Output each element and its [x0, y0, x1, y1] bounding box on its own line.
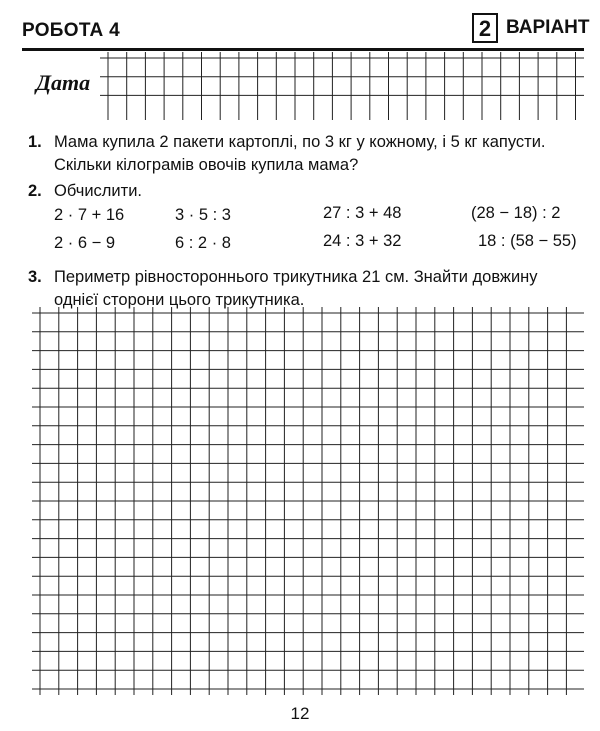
task-1-line-2: Скільки кілограмів овочів купила мама? [54, 156, 359, 174]
expression: 6 : 2 · 8 [175, 234, 231, 252]
expression: (28 − 18) : 2 [471, 204, 561, 222]
task-2-line-1: Обчислити. [54, 182, 143, 200]
variant-label: ВАРІАНТ [506, 17, 590, 38]
answer-writing-grid [32, 307, 584, 695]
expression: 2 · 6 − 9 [54, 234, 115, 252]
variant-number-box: 2 [472, 13, 498, 43]
task-1-line-1: Мама купила 2 пакети картоплі, по 3 кг у кожному, і 5 кг капусти. [54, 133, 546, 151]
task-3 [28, 266, 538, 312]
expression: 18 : (58 − 55) [478, 232, 577, 250]
date-label: Дата [36, 70, 91, 95]
date-writing-grid [100, 52, 584, 120]
task-2 [28, 180, 142, 203]
expression: 24 : 3 + 32 [323, 232, 402, 250]
task-3-number: 3. [28, 268, 42, 286]
header-divider [22, 48, 584, 51]
task-1-number: 1. [28, 133, 42, 151]
page-number: 12 [290, 704, 310, 723]
expression: 27 : 3 + 48 [323, 204, 402, 222]
expression: 2 · 7 + 16 [54, 206, 125, 224]
work-title: РОБОТА 4 [22, 20, 121, 41]
task-1 [28, 131, 546, 177]
task-2-number: 2. [28, 182, 42, 200]
task-3-line-1: Периметр рівностороннього трикутника 21 см. Знайти довжину [54, 268, 538, 286]
expression: 3 · 5 : 3 [175, 206, 231, 224]
task-3-line-2: однієї сторони цього трикутника. [54, 291, 305, 309]
